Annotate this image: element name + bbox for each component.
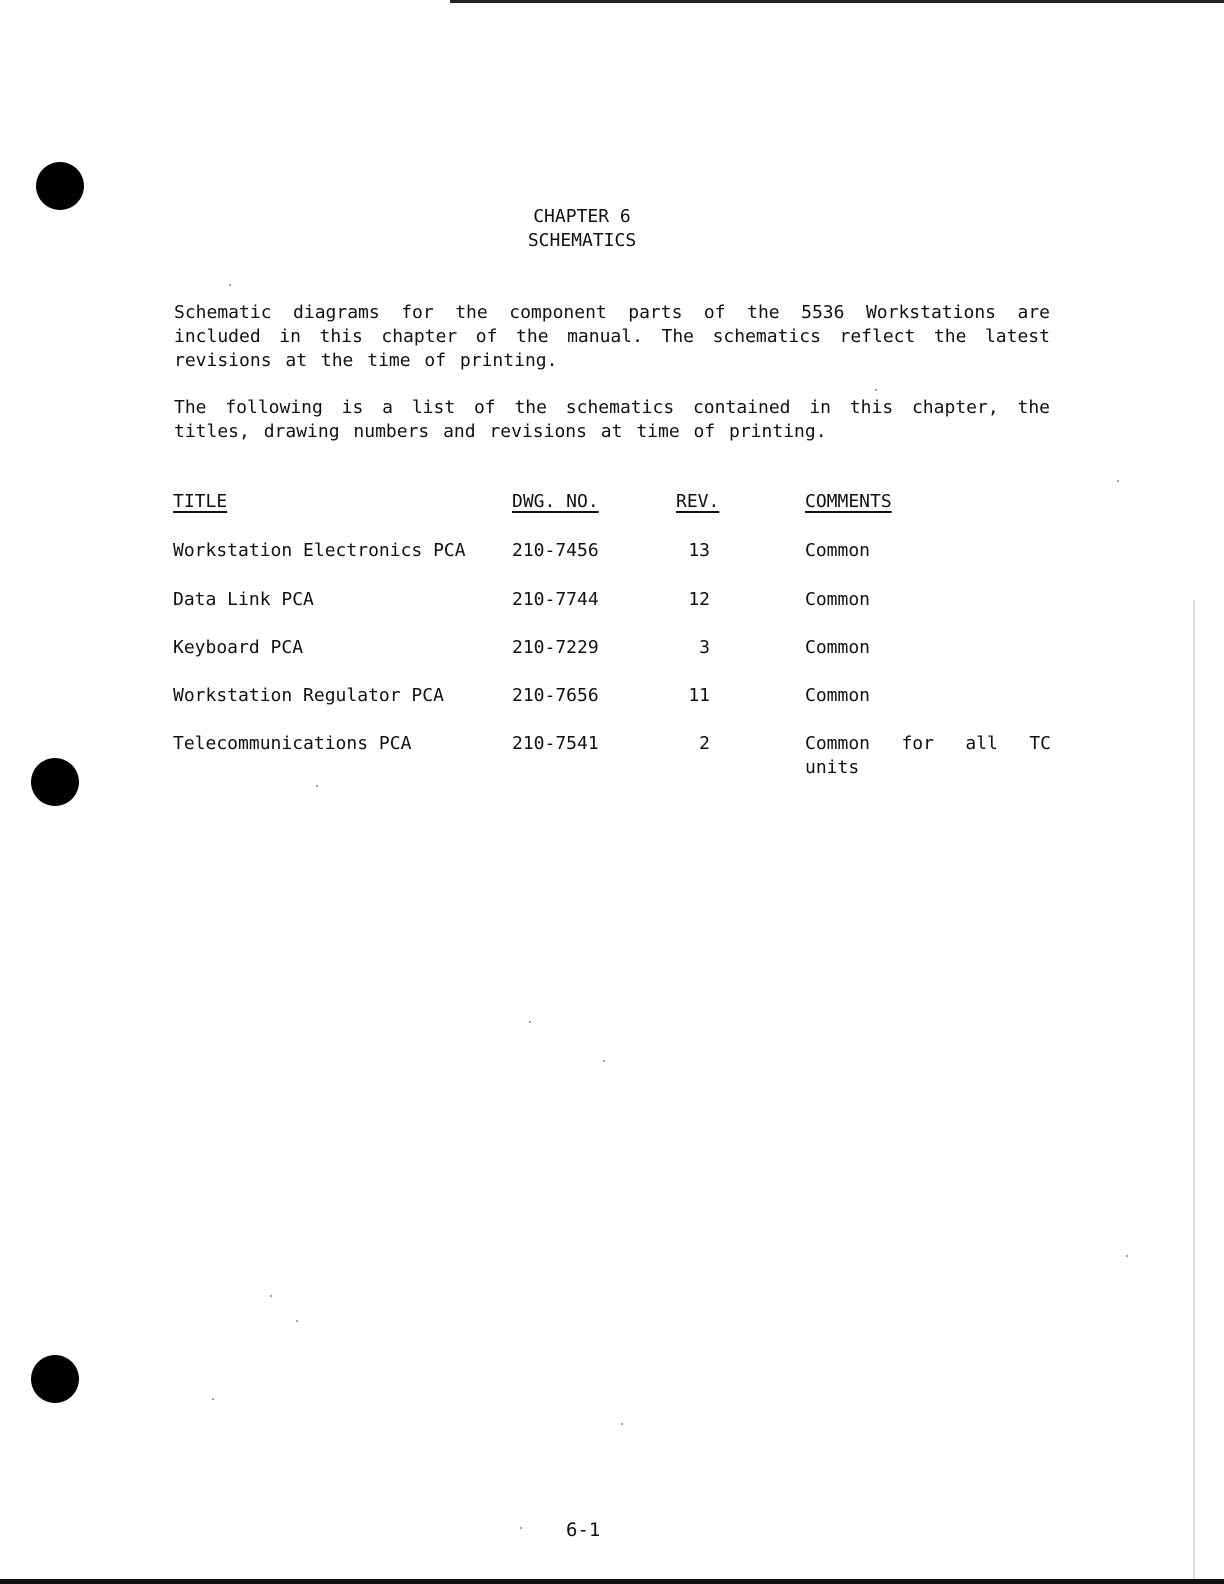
top-edge-rule — [450, 0, 1224, 3]
scan-speck — [296, 1320, 298, 1322]
scan-speck — [603, 1060, 605, 1062]
scan-speck — [529, 1021, 531, 1023]
scan-speck — [875, 389, 877, 391]
row-revision: 3 — [699, 637, 710, 658]
drawing-number-column-header: DWG. NO. — [512, 491, 599, 512]
chapter-title-heading: SCHEMATICS — [527, 230, 637, 251]
row-drawing-number: 210-7656 — [512, 685, 599, 706]
binder-hole-bottom — [31, 1355, 79, 1403]
list-intro-paragraph: The following is a list of the schematics contained in this chapter, the titles, drawing numbers and revisions at time of printing. — [174, 397, 1050, 442]
scan-speck — [270, 1295, 272, 1297]
row-revision: 2 — [699, 733, 710, 754]
scan-speck — [316, 785, 318, 787]
title-column-header: TITLE — [173, 491, 228, 512]
right-edge-shadow — [1193, 600, 1195, 1584]
row-comments: Common — [805, 589, 871, 610]
revision-column-header: REV. — [676, 491, 720, 512]
intro-paragraph: Schematic diagrams for the component parts of the 5536 Workstations are included in this chapter of the manual. The schematics reflect the latest revisions at the time of printing. — [174, 302, 1050, 371]
scan-speck — [621, 1423, 623, 1425]
scan-speck — [229, 284, 231, 286]
row-revision: 11 — [688, 685, 710, 706]
row-title: Keyboard PCA — [173, 637, 304, 658]
scan-speck — [1117, 480, 1119, 482]
row-title: Telecommunications PCA — [173, 733, 412, 754]
binder-hole-top — [36, 162, 84, 210]
row-comments: Common for all TC units — [805, 733, 1051, 778]
row-comments: Common — [805, 540, 871, 561]
scan-speck — [520, 1527, 522, 1529]
row-title: Data Link PCA — [173, 589, 314, 610]
row-revision: 13 — [688, 540, 710, 561]
row-drawing-number: 210-7541 — [512, 733, 599, 754]
page-number: 6-1 — [566, 1519, 601, 1541]
row-revision: 12 — [688, 589, 710, 610]
binder-hole-middle — [31, 758, 79, 806]
row-comments: Common — [805, 685, 871, 706]
comments-column-header: COMMENTS — [805, 491, 892, 512]
row-drawing-number: 210-7744 — [512, 589, 599, 610]
scan-speck — [1126, 1255, 1128, 1257]
bottom-edge-rule — [0, 1579, 1224, 1584]
scan-speck — [212, 1398, 214, 1400]
row-drawing-number: 210-7456 — [512, 540, 599, 561]
row-comments: Common — [805, 637, 871, 658]
chapter-number-heading: CHAPTER 6 — [533, 206, 631, 227]
row-drawing-number: 210-7229 — [512, 637, 599, 658]
row-title: Workstation Regulator PCA — [173, 685, 444, 706]
row-title: Workstation Electronics PCA — [173, 540, 466, 561]
